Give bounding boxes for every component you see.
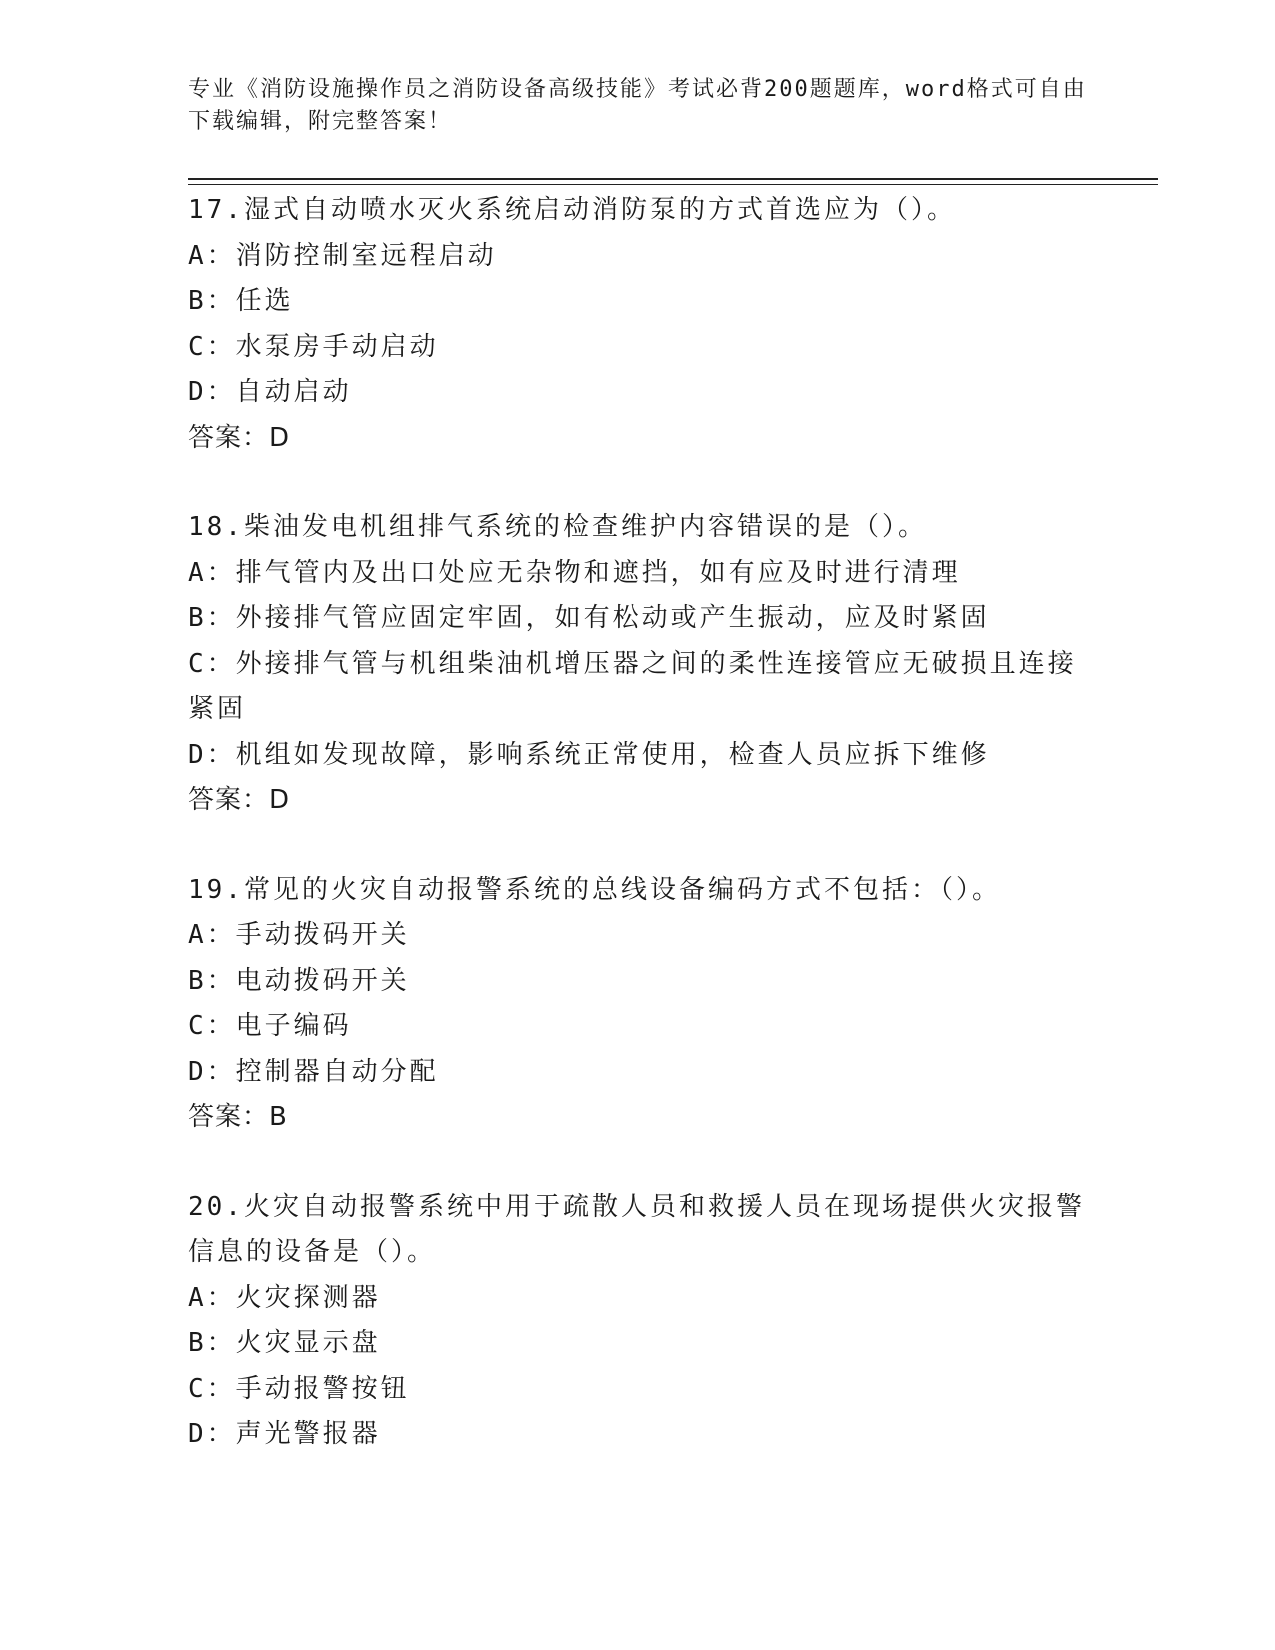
option-a: A：手动拨码开关 [188, 920, 410, 950]
question-19 [188, 868, 1088, 1141]
answer-label: 答案：B [188, 1102, 288, 1132]
header-divider [188, 178, 1158, 185]
question-stem: 20.火灾自动报警系统中用于疏散人员和救援人员在现场提供火灾报警信息的设备是（）。 [188, 1191, 1085, 1267]
question-17 [188, 188, 1088, 461]
option-c: C：手动报警按钮 [188, 1373, 410, 1404]
question-18 [188, 505, 1088, 824]
option-b: B：任选 [188, 286, 294, 316]
option-b: B：电动拨码开关 [188, 965, 410, 996]
option-c: C：电子编码 [188, 1011, 352, 1041]
option-d: D：控制器自动分配 [188, 1056, 439, 1087]
option-d: D：自动启动 [188, 377, 352, 407]
option-b: B：火灾显示盘 [188, 1328, 381, 1358]
option-c: C：外接排气管与机组柴油机增压器之间的柔性连接管应无破损且连接紧固 [188, 648, 1077, 724]
question-stem: 18.柴油发电机组排气系统的检查维护内容错误的是（）。 [188, 512, 927, 542]
option-d: D：声光警报器 [188, 1419, 381, 1449]
answer-label: 答案：D [188, 785, 291, 815]
option-a: A：火灾探测器 [188, 1282, 381, 1313]
answer-label: 答案：D [188, 422, 291, 453]
question-20 [188, 1185, 1088, 1458]
option-a: A：排气管内及出口处应无杂物和遮挡，如有应及时进行清理 [188, 557, 961, 588]
question-stem: 19.常见的火灾自动报警系统的总线设备编码方式不包括：（）。 [188, 874, 1001, 905]
option-a: A：消防控制室远程启动 [188, 240, 497, 271]
document-header: 专业《消防设施操作员之消防设备高级技能》考试必背200题题库，word格式可自由下载编辑，附完整答案！ [188, 77, 1087, 134]
question-list [188, 188, 1088, 1502]
question-stem: 17.湿式自动喷水灭火系统启动消防泵的方式首选应为（）。 [188, 195, 956, 225]
option-d: D：机组如发现故障，影响系统正常使用，检查人员应拆下维修 [188, 739, 990, 770]
option-b: B：外接排气管应固定牢固，如有松动或产生振动，应及时紧固 [188, 603, 990, 633]
option-c: C：水泵房手动启动 [188, 331, 439, 362]
